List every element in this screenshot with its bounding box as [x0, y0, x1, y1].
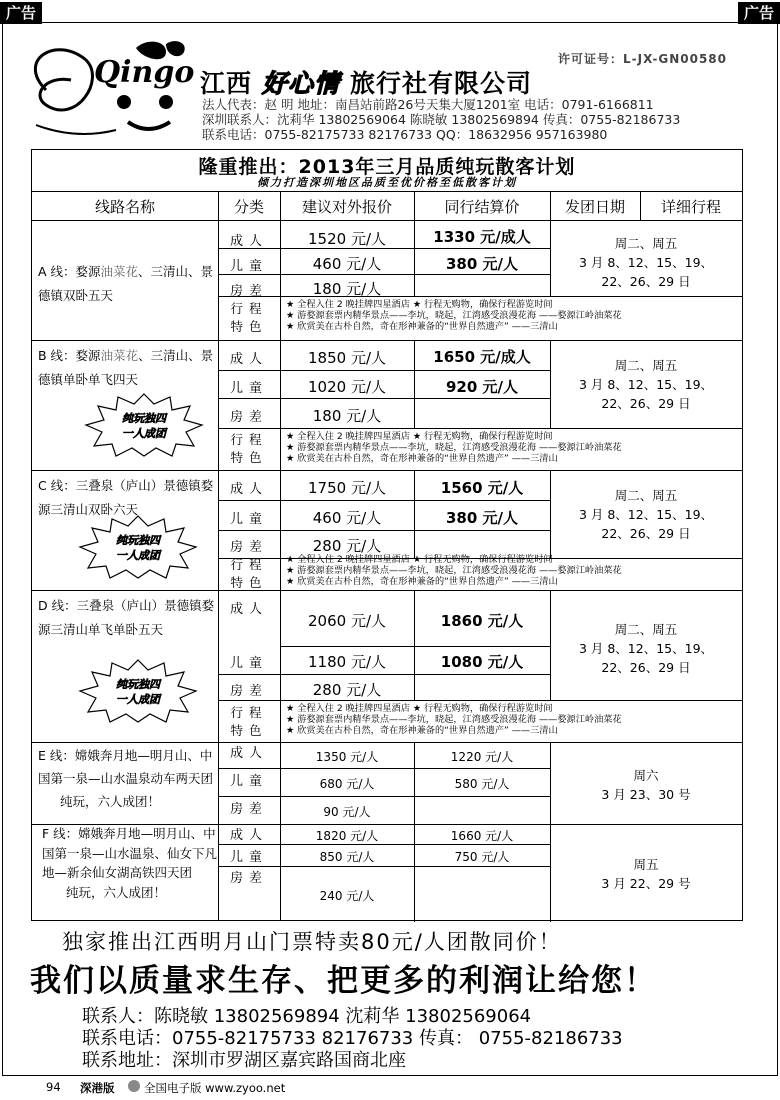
retail-child: 850 元/人	[319, 850, 375, 864]
trade-adult: 1650 元/成人	[433, 348, 531, 366]
itinerary-label-line: 特色	[230, 723, 268, 738]
page-footer	[0, 1074, 780, 1098]
retail-child: 460 元/人	[312, 255, 382, 273]
category-room: 房差	[229, 284, 268, 299]
date-line: 22、26、29 日	[601, 274, 691, 289]
itinerary-label-line: 特色	[230, 319, 268, 334]
company-brand: 好心情	[262, 69, 341, 98]
route-c-dates	[550, 486, 742, 543]
date-line: 22、26、29 日	[601, 526, 691, 541]
room-surcharge: 280 元/人	[312, 537, 382, 555]
trade-adult: 1560 元/人	[440, 479, 524, 497]
route-d-features	[286, 703, 622, 736]
site-link[interactable]: 全国电子版 www.zyoo.net	[144, 1081, 286, 1095]
route-e-note: 纯玩，六人成团！	[60, 794, 161, 809]
edition-label: 深港版	[80, 1081, 115, 1095]
room-surcharge: 90 元/人	[323, 805, 371, 819]
retail-adult: 2060 元/人	[308, 612, 386, 630]
route-f-dates	[550, 855, 742, 893]
category-child: 儿童	[229, 850, 268, 865]
license-number: 许可证号：L-JX-GN00580	[558, 52, 727, 66]
header-itinerary: 详细行程	[660, 198, 721, 216]
page-number: 94	[46, 1080, 61, 1094]
room-surcharge: 240 元/人	[319, 889, 375, 903]
route-b-name	[38, 344, 218, 392]
date-line: 周五	[633, 857, 659, 872]
trade-child: 920 元/人	[445, 378, 518, 396]
company-suffix: 旅行社有限公司	[350, 69, 533, 98]
itinerary-label-line: 特色	[230, 450, 268, 465]
trade-adult: 1660 元/人	[450, 829, 514, 843]
contact-address: 联系地址：深圳市罗湖区嘉宾路国商北座	[82, 1050, 406, 1071]
route-a-dates	[550, 234, 742, 291]
route-e-title: E 线：嫦娥奔月地—明月山、中国第一泉—山水温泉动车两天团	[38, 748, 214, 786]
route-b-name-highlight: 油菜花	[100, 348, 139, 363]
site-icon	[128, 1080, 140, 1092]
route-b-dates	[550, 356, 742, 413]
table-title: 隆重推出：2013年三月品质纯玩散客计划	[198, 156, 576, 178]
feature-line: ★ 游婺源套票内精华景点——李坑，晓起，江湾感受浪漫花海 ——婺源江岭油菜花	[286, 714, 622, 725]
feature-line: ★ 全程入住 2 晚挂牌四星酒店 ★ 行程无购物，确保行程游览时间	[286, 431, 553, 442]
header-departure: 发团日期	[564, 198, 625, 216]
route-a-name-a: A 线：婺源	[38, 264, 101, 279]
route-a-name-b: 、三清山、景德镇双卧五天	[38, 264, 214, 303]
header-trade-price: 同行结算价	[444, 198, 520, 216]
route-d-dates	[550, 620, 742, 677]
category-child: 儿童	[229, 259, 268, 274]
burst-text: 纯玩独四	[122, 412, 166, 425]
category-child: 儿童	[229, 381, 268, 396]
trade-child: 750 元/人	[454, 850, 510, 864]
itinerary-label-line: 行程	[230, 557, 268, 572]
date-line: 3 月 8、12、15、19、	[578, 641, 714, 656]
company-prefix: 江西	[200, 69, 253, 98]
retail-adult: 1750 元/人	[308, 479, 386, 497]
burst-text: 一人成团	[122, 427, 166, 440]
info-line: 法人代表：赵 明 地址：南昌站前路26号天集大厦1201室 电话：0791-6166811	[202, 97, 654, 112]
promo-line: 独家推出江西明月山门票特卖80元/人团散同价！	[62, 930, 562, 954]
feature-line: ★ 游婺源套票内精华景点——李坑，晓起，江湾感受浪漫花海 ——婺源江岭油菜花	[286, 442, 622, 453]
itinerary-label-line: 行程	[230, 432, 268, 447]
table-subtitle: 倾力打造深圳地区品质至优价格至低散客计划	[257, 176, 517, 189]
contact-people: 联系人：陈晓敏 13802569894 沈莉华 13802569064	[82, 1006, 532, 1027]
feature-line: ★ 欣赏美在古朴自然，奇在形神兼备的“世界自然遗产” ——三清山	[286, 725, 558, 736]
category-adult: 成人	[229, 746, 268, 761]
feature-line: ★ 欣赏美在古朴自然，奇在形神兼备的“世界自然遗产” ——三清山	[286, 321, 558, 332]
category-child: 儿童	[229, 774, 268, 789]
header-retail-price: 建议对外报价	[301, 198, 392, 216]
room-surcharge: 280 元/人	[312, 681, 382, 699]
category-adult: 成人	[229, 828, 268, 843]
slogan: 我们以质量求生存、把更多的利润让给您！	[30, 963, 657, 999]
feature-line: ★ 欣赏美在古朴自然，奇在形神兼备的“世界自然遗产” ——三清山	[286, 576, 558, 587]
burst-text: 纯玩独四	[116, 678, 160, 691]
date-line: 3 月 8、12、15、19、	[578, 255, 714, 270]
category-child: 儿童	[229, 512, 268, 527]
date-line: 3 月 22、29 号	[601, 876, 691, 891]
category-adult: 成人	[229, 234, 268, 249]
category-adult: 成人	[229, 602, 268, 617]
itinerary-label-line: 行程	[230, 301, 268, 316]
room-surcharge: 180 元/人	[312, 280, 382, 298]
trade-adult: 1330 元/成人	[433, 228, 531, 246]
feature-line: ★ 游婺源套票内精华景点——李坑，晓起，江湾感受浪漫花海 ——婺源江岭油菜花	[286, 310, 622, 321]
date-line: 周二、周五	[614, 488, 678, 503]
ad-label-right: 广告	[738, 2, 780, 24]
company-logo	[16, 30, 206, 140]
route-e-name	[38, 744, 216, 813]
itinerary-label	[220, 431, 278, 467]
retail-child: 460 元/人	[312, 509, 382, 527]
date-line: 3 月 8、12、15、19、	[578, 377, 714, 392]
burst-badge	[78, 514, 198, 580]
route-b-name-b: 、三清山、景德镇单卧单飞四天	[38, 348, 214, 387]
route-f-title: F 线：嫦娥奔月地—明月山、中国第一泉—山水温泉、仙女下凡地—新余仙女湖高铁四天团	[42, 826, 218, 880]
retail-adult: 1520 元/人	[308, 230, 386, 248]
date-line: 周六	[633, 768, 659, 783]
date-line: 周二、周五	[614, 236, 678, 251]
burst-text: 一人成团	[116, 693, 160, 706]
info-line: 联系电话：0755-82175733 82176733 QQ：18632956 957163980	[202, 127, 608, 142]
retail-adult: 1850 元/人	[308, 349, 386, 367]
feature-line: ★ 全程入住 2 晚挂牌四星酒店 ★ 行程无购物，确保行程游览时间	[286, 299, 553, 310]
route-a-name-highlight: 油菜花	[100, 264, 139, 279]
itinerary-label	[220, 556, 278, 592]
burst-badge	[84, 392, 204, 458]
header-route: 线路名称	[94, 198, 155, 216]
itinerary-label	[220, 300, 278, 336]
ad-label-left: 广告	[0, 2, 42, 24]
route-a-features	[286, 299, 622, 332]
category-room: 房差	[229, 410, 268, 425]
route-c-features	[286, 554, 622, 587]
trade-child: 380 元/人	[445, 509, 518, 527]
category-room: 房差	[229, 802, 268, 817]
route-b-name-a: B 线：婺源	[38, 348, 101, 363]
trade-adult: 1220 元/人	[450, 750, 514, 764]
info-line: 深圳联系人：沈莉华 13802569064 陈晓敏 13802569894 传真：0755-82186733	[202, 112, 681, 127]
retail-child: 680 元/人	[319, 777, 375, 791]
trade-child: 380 元/人	[445, 255, 518, 273]
route-b-features	[286, 431, 622, 464]
retail-adult: 1350 元/人	[315, 750, 379, 764]
retail-child: 1180 元/人	[308, 653, 386, 671]
date-line: 22、26、29 日	[601, 660, 691, 675]
room-surcharge: 180 元/人	[312, 407, 382, 425]
category-room: 房差	[229, 684, 268, 699]
date-line: 周二、周五	[614, 358, 678, 373]
route-f-note: 纯玩，六人成团！	[66, 884, 167, 900]
logo-text: Qingo	[94, 55, 195, 90]
trade-child: 1080 元/人	[440, 653, 524, 671]
date-line: 22、26、29 日	[601, 396, 691, 411]
date-line: 3 月 8、12、15、19、	[578, 507, 714, 522]
date-line: 3 月 23、30 号	[601, 787, 691, 802]
category-room: 房差	[229, 871, 268, 886]
route-f-name	[42, 824, 218, 902]
tour-table	[31, 149, 743, 921]
feature-line: ★ 全程入住 2 晚挂牌四星酒店 ★ 行程无购物，确保行程游览时间	[286, 703, 553, 714]
feature-line: ★ 全程入住 2 晚挂牌四星酒店 ★ 行程无购物，确保行程游览时间	[286, 554, 553, 565]
burst-text: 一人成团	[116, 549, 160, 562]
route-c-name: C 线：三叠泉（庐山）景德镇婺源三清山双卧六天	[38, 478, 214, 517]
itinerary-label-line: 行程	[230, 705, 268, 720]
date-line: 周二、周五	[614, 622, 678, 637]
retail-child: 1020 元/人	[308, 378, 386, 396]
category-room: 房差	[229, 540, 268, 555]
route-e-dates	[550, 766, 742, 804]
header-category: 分类	[233, 198, 264, 216]
category-adult: 成人	[229, 352, 268, 367]
trade-adult: 1860 元/人	[440, 612, 524, 630]
category-adult: 成人	[229, 482, 268, 497]
burst-badge	[78, 658, 198, 724]
category-child: 儿童	[229, 656, 268, 671]
route-a-name	[38, 260, 218, 308]
trade-child: 580 元/人	[454, 777, 510, 791]
itinerary-label	[220, 704, 278, 740]
itinerary-label-line: 特色	[230, 575, 268, 590]
retail-adult: 1820 元/人	[315, 829, 379, 843]
contact-phones: 联系电话：0755-82175733 82176733 传真： 0755-82186733	[82, 1028, 623, 1049]
route-d-name: D 线：三叠泉（庐山）景德镇婺源三清山单飞单卧五天	[38, 598, 215, 637]
feature-line: ★ 欣赏美在古朴自然，奇在形神兼备的“世界自然遗产” ——三清山	[286, 453, 558, 464]
burst-text: 纯玩独四	[116, 534, 160, 547]
feature-line: ★ 游婺源套票内精华景点——李坑，晓起，江湾感受浪漫花海 ——婺源江岭油菜花	[286, 565, 622, 576]
